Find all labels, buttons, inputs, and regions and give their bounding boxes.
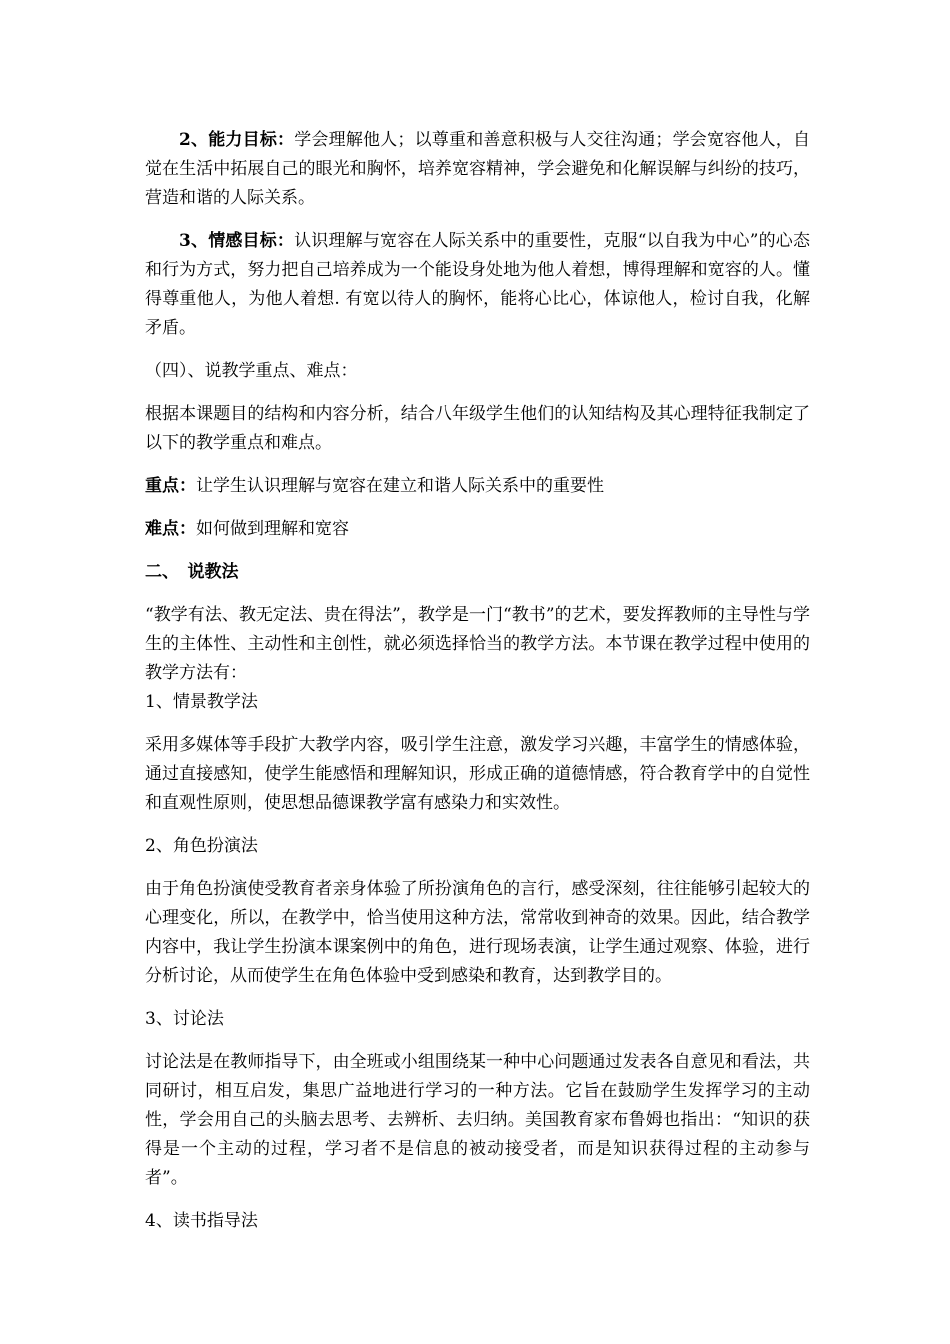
method2-title: 2、角色扮演法 [145, 836, 258, 856]
method4-title: 4、读书指导法 [145, 1211, 258, 1231]
goal-ability-label: 2、能力目标： [179, 130, 295, 150]
key-point-paragraph [145, 472, 810, 501]
difficult-point-label: 难点： [145, 519, 196, 539]
key-point-text: 让学生认识理解与宽容在建立和谐人际关系中的重要性 [196, 476, 604, 496]
section4-heading: （四）、说教学重点、难点： [145, 361, 358, 381]
method1-text: 采用多媒体等手段扩大教学内容，吸引学生注意，激发学习兴趣，丰富学生的情感体验，通过直接感知，使学生能感悟和理解知识，形成正确的道德情感，符合教育学中的自觉性和直观性原则，使思想品德课教学富有感染力和实效性。 [145, 735, 810, 813]
method2-text: 由于角色扮演使受教育者亲身体验了所扮演角色的言行，感受深刻，往往能够引起较大的心理变化，所以，在教学中，恰当使用这种方法，常常收到神奇的效果。因此，结合教学内容中，我让学生扮演本课案例中的角色，进行现场表演，让学生通过观察、体验，进行分析讨论，从而使学生在角色体验中受到感染和教育，达到教学目的。 [145, 879, 810, 986]
goal-emotion-paragraph [145, 227, 810, 343]
goal-ability-text: 学会理解他人；以尊重和善意积极与人交往沟通；学会宽容他人，自觉在生活中拓展自己的眼光和胸怀，培养宽容精神，学会避免和化解误解与纠纷的技巧，营造和谐的人际关系。 [145, 130, 810, 208]
difficult-point-text: 如何做到理解和宽容 [196, 519, 349, 539]
goal-emotion-label: 3、情感目标： [179, 231, 295, 251]
part2-intro: “教学有法、教无定法、贵在得法”，教学是一门“教书”的艺术，要发挥教师的主导性与学生的主体性、主动性和主创性，就必须选择恰当的教学方法。本节课在教学过程中使用的教学方法有： [145, 605, 810, 683]
part2-heading: 二、 说教法 [145, 562, 239, 582]
method3-text: 讨论法是在教师指导下，由全班或小组围绕某一种中心问题通过发表各自意见和看法，共同研讨，相互启发，集思广益地进行学习的一种方法。它旨在鼓励学生发挥学习的主动性，学会用自己的头脑去思考、去辨析、去归纳。美国教育家布鲁姆也指出：“知识的获得是一个主动的过程，学习者不是信息的被动接受者，而是知识获得过程的主动参与者”。 [145, 1052, 810, 1188]
section4-intro: 根据本课题目的结构和内容分析，结合八年级学生他们的认知结构及其心理特征我制定了以下的教学重点和难点。 [145, 404, 810, 453]
method3-title: 3、讨论法 [145, 1009, 224, 1029]
difficult-point-paragraph [145, 515, 810, 544]
document-body [145, 126, 810, 1236]
key-point-label: 重点： [145, 476, 196, 496]
method1-title: 1、情景教学法 [145, 692, 258, 712]
goal-ability-paragraph [145, 126, 810, 213]
goal-emotion-text: 认识理解与宽容在人际关系中的重要性，克服“以自我为中心”的心态和行为方式，努力把自己培养成为一个能设身处地为他人着想，博得理解和宽容的人。懂得尊重他人，为他人着想. 有宽以待人的胸怀，能将心比心，体谅他人，检讨自我，化解矛盾。 [145, 231, 810, 338]
